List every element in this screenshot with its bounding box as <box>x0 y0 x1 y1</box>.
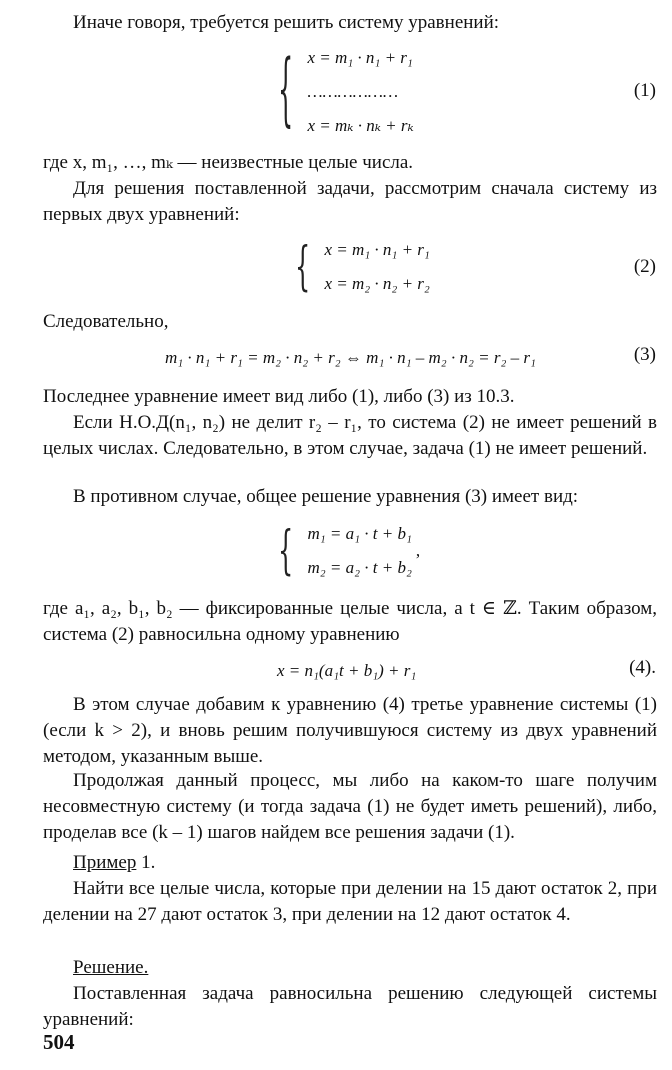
paragraph-solution: Поставленная задача равносильна решению следующей системы уравнений: <box>43 983 657 1030</box>
equation-system-general <box>278 522 420 580</box>
solution-label: Решение. <box>73 957 149 978</box>
eq1-line2: ……………… <box>307 82 399 101</box>
paragraph-otherwise: В противном случае, общее решение уравнения (3) имеет вид: <box>73 486 579 507</box>
eq2-line2: x = m₂ · n₂ + r₂ <box>324 274 430 293</box>
paragraph-intro: Иначе говоря, требуется решить систему уравнений: <box>73 12 500 33</box>
page-number: 504 <box>43 1030 75 1054</box>
equation-number-3: (3) <box>633 344 656 365</box>
eq1-line1: x = m₁ · n₁ + r₁ <box>307 48 413 67</box>
paragraph-gcd: Если Н.О.Д(n₁, n₂) не делит r₂ – r₁, то система (2) не имеет решений в целых числах. Следовательно, в этом случае, задача (1) не имеет решений. <box>43 412 657 459</box>
eq1-line3: x = mₖ · nₖ + rₖ <box>307 116 414 135</box>
example-heading <box>43 850 657 876</box>
eq-sys-comma: , <box>415 541 421 560</box>
paragraph-example-task: Найти все целые числа, которые при делении на 15 дают остаток 2, при делении на 27 дают остаток 3, при делении на 12 дают остаток 4. <box>43 878 657 925</box>
brace-icon: { <box>278 44 294 136</box>
paragraph-fixed-integers: где a₁, a₂, b₁, b₂ — фиксированные целые числа, а t ∈ ℤ. Таким образом, система (2) равносильна одному уравнению <box>43 598 657 645</box>
example-label: Пример <box>73 852 137 873</box>
equation-number-1: (1) <box>633 80 656 101</box>
paragraph-last-equation: Последнее уравнение имеет вид либо (1), либо (3) из 10.3. <box>43 386 515 407</box>
equation-number-2: (2) <box>633 256 656 277</box>
eq-sys-line2: m₂ = a₂ · t + b₂ <box>307 558 412 577</box>
equation-system-2 <box>295 238 430 296</box>
equation-3: m₁ · n₁ + r₁ = m₂ · n₂ + r₂ ⇔ m₁ · n₁ – m₂ · n₂ = r₂ – r₁ <box>165 348 536 367</box>
brace-icon: { <box>295 237 311 297</box>
example-number: 1. <box>136 852 156 873</box>
paragraph-unknowns: где x, m₁, …, mₖ — неизвестные целые числа. <box>43 152 414 173</box>
solution-heading <box>43 955 657 981</box>
eq2-line1: x = m₁ · n₁ + r₁ <box>324 240 430 259</box>
equation-number-4: (4). <box>629 657 656 678</box>
paragraph-consider: Для решения поставленной задачи, рассмотрим сначала систему из первых двух уравнений: <box>43 178 657 225</box>
paragraph-add-third: В этом случае добавим к уравнению (4) третье уравнение системы (1) (если k > 2), и вновь решим получившуюся систему из двух уравнений методом, указанным выше. <box>43 694 657 767</box>
eq-sys-line1: m₁ = a₁ · t + b₁ <box>307 524 412 543</box>
paragraph-continue: Продолжая данный процесс, мы либо на каком-то шаге получим несовместную систему (и тогда задача (1) не будет иметь решений), либо, проделав все (k – 1) шагов найдем все решения задачи (1). <box>43 770 657 843</box>
paragraph-consequently: Следовательно, <box>43 311 169 332</box>
brace-icon: { <box>278 521 294 581</box>
equation-4: x = n₁(a₁t + b₁) + r₁ <box>277 661 417 680</box>
equation-system-1 <box>278 46 414 138</box>
